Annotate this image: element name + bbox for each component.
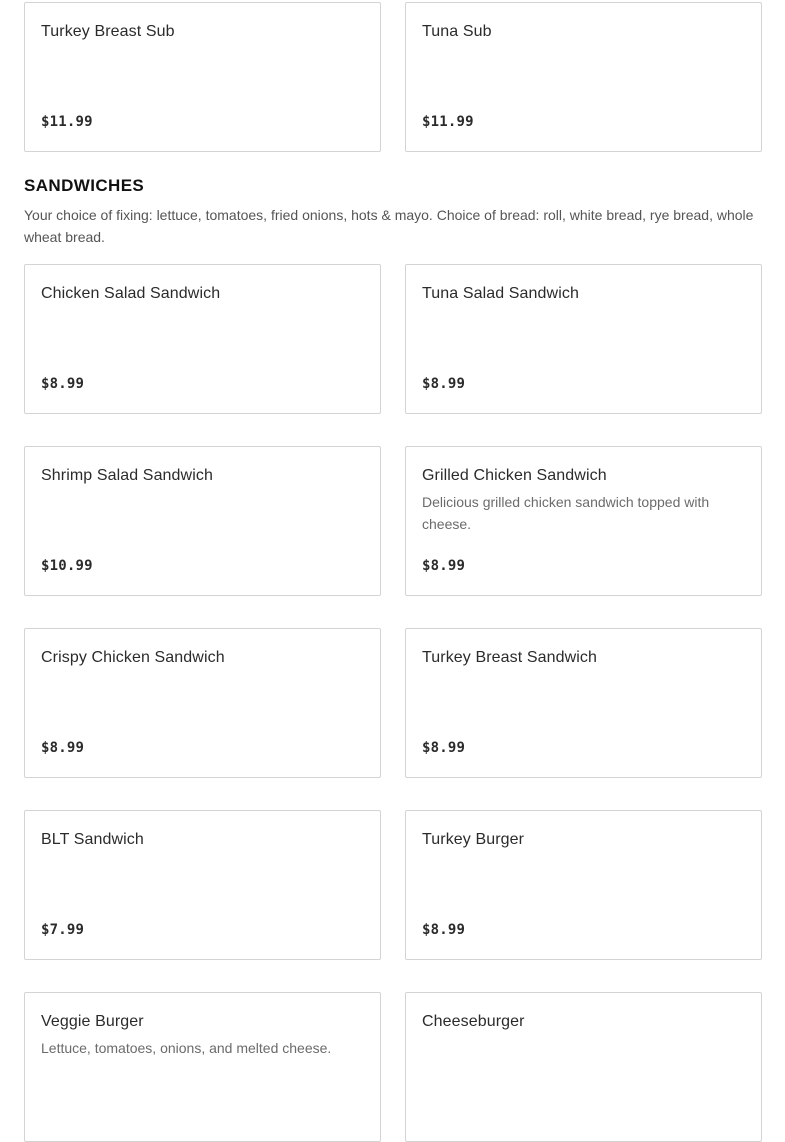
menu-item-name: Tuna Salad Sandwich	[422, 285, 579, 302]
menu-item-description: Lettuce, tomatoes, onions, and melted cheese.	[41, 1040, 332, 1056]
menu-item-name: Crispy Chicken Sandwich	[41, 649, 225, 666]
menu-item-name: Turkey Breast Sandwich	[422, 649, 598, 666]
menu-item-card[interactable]	[24, 992, 381, 1142]
menu-item-price: $8.99	[422, 558, 466, 574]
menu-item-card[interactable]	[24, 2, 381, 152]
menu-item-price: $8.99	[41, 740, 85, 756]
menu-item-card[interactable]	[405, 446, 762, 596]
menu-item-card[interactable]	[405, 810, 762, 960]
menu-item-card[interactable]	[405, 2, 762, 152]
menu-item-card[interactable]	[24, 628, 381, 778]
section-description: Your choice of fixing: lettuce, tomatoes, fried onions, hots & mayo. Choice of bread: roll, white bread, rye bread, whole wheat bread.	[24, 207, 754, 245]
menu-item-price: $8.99	[422, 740, 466, 756]
section-title: SANDWICHES	[24, 176, 145, 195]
menu-item-name: Cheeseburger	[422, 1013, 525, 1030]
menu-item-price: $11.99	[422, 114, 474, 130]
menu-item-name: Grilled Chicken Sandwich	[422, 467, 607, 484]
menu-item-name: Tuna Sub	[422, 23, 492, 40]
menu-item-price: $7.99	[41, 922, 85, 938]
menu-item-name: Shrimp Salad Sandwich	[41, 467, 213, 484]
menu-item-price: $8.99	[41, 376, 85, 392]
menu-item-price: $8.99	[422, 922, 466, 938]
menu-item-card[interactable]	[405, 628, 762, 778]
menu-item-name: Chicken Salad Sandwich	[41, 285, 221, 302]
menu-item-price: $11.99	[41, 114, 93, 130]
menu-item-name: BLT Sandwich	[41, 831, 144, 848]
menu-item-price: $10.99	[41, 558, 93, 574]
menu-item-name: Turkey Breast Sub	[41, 23, 175, 40]
menu-item-name: Veggie Burger	[41, 1013, 144, 1030]
menu-item-card[interactable]	[405, 992, 762, 1142]
menu-item-description: Delicious grilled chicken sandwich topped with cheese.	[422, 494, 710, 532]
menu-item-price: $8.99	[422, 376, 466, 392]
menu-item-card[interactable]	[24, 446, 381, 596]
menu-item-card[interactable]	[405, 264, 762, 414]
menu-item-card[interactable]	[24, 810, 381, 960]
menu-item-card[interactable]	[24, 264, 381, 414]
menu-item-name: Turkey Burger	[422, 831, 525, 848]
